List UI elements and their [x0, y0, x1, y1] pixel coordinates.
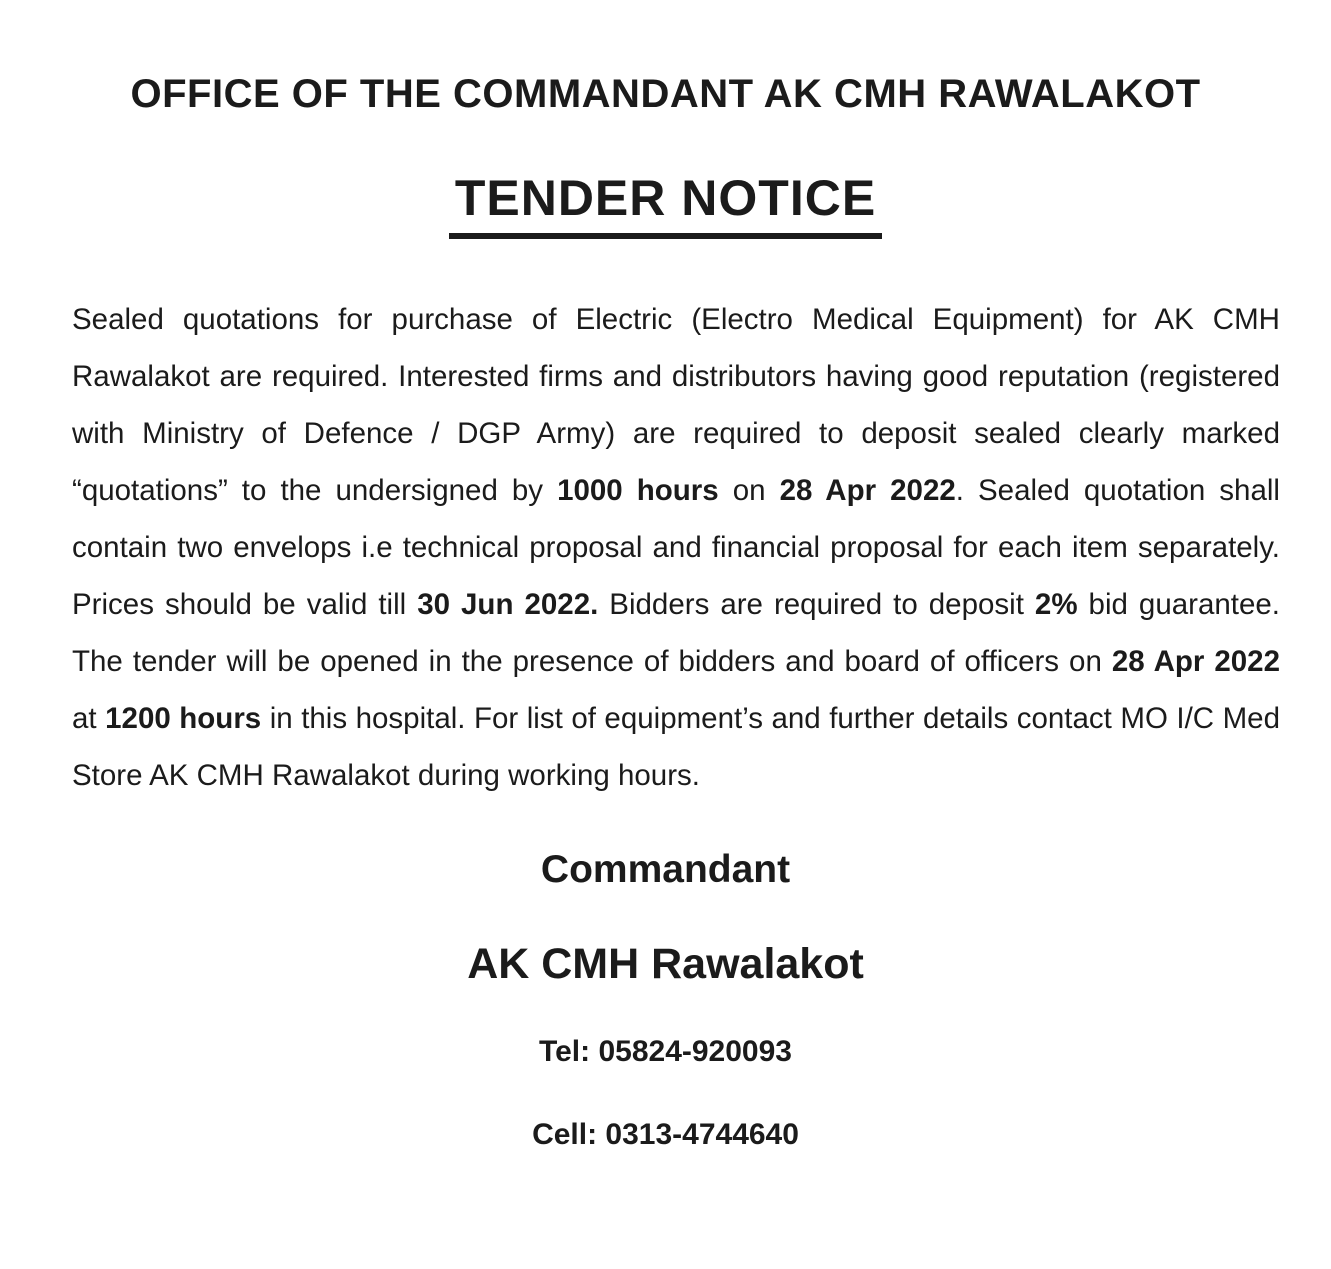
cell-line: Cell: 0313-4744640	[532, 1118, 799, 1151]
body-text-segment: on	[718, 474, 780, 507]
notice-body-paragraph	[0, 291, 1331, 804]
body-bold-segment: 28 Apr 2022	[1111, 645, 1280, 678]
body-text-segment: bid guarantee. The tender will be opened in the presence of bidders and board of officers on	[72, 588, 1280, 678]
body-text-segment: at	[72, 702, 106, 735]
body-bold-segment: 1200 hours	[105, 702, 262, 735]
body-text-segment: in this hospital. For list of equipment’s and further details contact MO I/C Med Store AK CMH Rawalakot during working hours.	[72, 702, 1280, 792]
signature-commandant: Commandant	[540, 848, 791, 891]
title-wrap	[0, 169, 1331, 239]
office-header: OFFICE OF THE COMMANDANT AK CMH RAWALAKOT	[130, 72, 1201, 116]
tender-notice-document	[0, 72, 1331, 1269]
tender-notice-title: TENDER NOTICE	[449, 169, 882, 239]
body-bold-segment: 28 Apr 2022	[779, 474, 956, 507]
body-text-segment: . Sealed quotation shall contain two envelops i.e technical proposal and financial proposal for each item separately. Prices should be valid till	[72, 474, 1280, 621]
body-text-segment: Bidders are required to deposit	[598, 588, 1035, 621]
body-text-segment: Sealed quotations for purchase of Electric (Electro Medical Equipment) for AK CMH Rawalakot are required. Interested firms and distributors having good reputation (registered with Ministry of Defence / DGP Army) are required to deposit sealed clearly marked “quotations” to the undersigned by	[72, 303, 1280, 507]
tel-line: Tel: 05824-920093	[539, 1035, 792, 1068]
body-bold-segment: 1000 hours	[557, 474, 719, 507]
body-bold-segment: 30 Jun 2022.	[417, 588, 599, 621]
signature-unit: AK CMH Rawalakot	[467, 940, 864, 988]
body-bold-segment: 2%	[1034, 588, 1078, 621]
